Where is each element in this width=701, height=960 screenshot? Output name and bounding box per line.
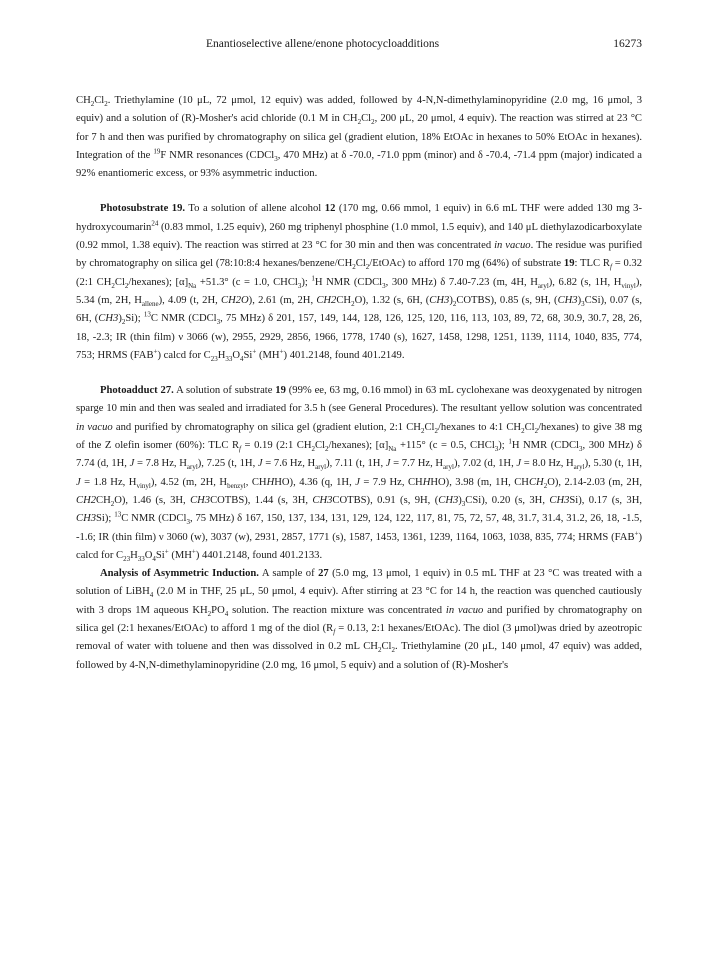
heading-photoadduct-27: Photoadduct 27. xyxy=(100,385,174,397)
paragraph-photoadduct-27: Photoadduct 27. A solution of substrate 19 (99% ee, 63 mg, 0.16 mmol) in 63 mL cyclohexane was deoxygenated by nitrogen sparge 10 min and then was sealed and irradiated for 3.5 h (see General Procedures). The resultant yellow solution was concentrated in vacuo and purified by chromatography on silica gel (gradient elution, 2:1 $CH_2Cl_2$/hexanes to 4:1 $CH_2Cl_2/hexanes$) to give 38 mg of the Z olefin isomer (60%): TLC $R_f = 0.19$ (2:1 $CH_2Cl_2/hexanes$); $[\alpha]_{Na} +115^\circ$ (c = 0.5, CHCl$_3$); $^1$H NMR (CDCl$_3$, 300 MHz) δ 7.74 (d, 1H, J = 7.8 Hz, $H_{aryl}$), 7.25 (t, 1H, J = 7.6 Hz, $H_{aryl}$), 7.11 (t, 1H, J = 7.7 Hz, $H_{aryl}$), 7.02 (d, 1H, J = 8.0 Hz, $H_{aryl}$), 5.30 (t, 1H, J = 1.8 Hz, $H_{vinyl}$), 4.52 (m, 2H, $H_{benzyl}$, CHHHO), 4.36 (q, 1H, J = 7.9 Hz, CHHHO), 3.98 (m, 1H, $CHCH_2O$), 2.14-2.03 (m, 2H, $CH2CH_2O$), 1.46 (s, 3H, CH3COTBS), 1.44 (s, 3H, CH3COTBS), 0.91 (s, 9H, $(CH3)_3CSi$), 0.20 (s, 3H, CH3Si), 0.17 (s, 3H, CH3Si); $^{13}$C NMR (CDCl$_3$, 75 MHz) δ 167, 150, 137, 134, 131, 129, 124, 122, 117, 81, 75, 72, 57, 48, 31.7, 31.4, 31.2, 26, 18, -1.5, -1.6; IR (thin film) ν 3060 (w), 3037 (w), 2931, 2857, 1771 (s), 1587, 1453, 1361, 1239, 1164, 1063, 1038, 835, 774; HRMS (FAB+) calcd for $C_{23}H_{33}O_4Si^+$ (MH+) 4401.2148, found 401.2133. xyxy=(76,385,643,563)
paragraph-asymmetric-induction: Analysis of Asymmetric Induction. A sample of 27 (5.0 mg, 13 μmol, 1 equiv) in 0.5 mL THF at 23 °C was treated with a solution of LiBH$_4$ (2.0 M in THF, 25 μL, 50 μmol, 4 equiv). After stirring at 23 °C for 14 h, the reaction was quenched cautiously with 3 drops 1M aqueous $KH_2PO_4$ solution. The reaction mixture was concentrated in vacuo and purified by chromatography on silica gel (2:1 hexanes/EtOAc) to afford 1 mg of the diol ($R_f = 0.13$, 2:1 hexanes/EtOAc). The diol (3 μmol)was dried by azeotropic removal of water with toluene and then was dissolved in 0.2 mL $CH_2Cl_2$. Triethylamine (20 μL, 140 μmol, 47 equiv) was added, followed by 4-N,N-dimethylaminopyridine (2.0 mg, 16 μmol, 5 equiv) and a solution of (R)-Mosher's xyxy=(76,568,643,671)
page-number: 16273 xyxy=(613,38,642,50)
article-body xyxy=(76,92,642,675)
paragraph-mosher-ester: $CH_2Cl_2$. Triethylamine (10 μL, 72 μmol, 12 equiv) was added, followed by 4-N,N-dimethylaminopyridine (2.0 mg, 16 μmol, 3 equiv) and a solution of (R)-Mosher's acid chloride (0.1 M in $CH_2Cl_2$, 200 μL, 20 μmol, 4 equiv). The reaction was stirred at 23 °C for 7 h and then was purified by chromatography on silica gel (gradient elution, 18% EtOAc in hexanes to 50% EtOAc in hexanes). Integration of the $^{19}$F NMR resonances (CDCl$_3$, 470 MHz) at δ -70.0, -71.0 ppm (minor) and δ -70.4, -71.4 ppm (major) indicated a 92% enantiomeric excess, or 93% asymmetric induction. xyxy=(76,95,642,180)
running-title: Enantioselective allene/enone photocycloadditions xyxy=(206,38,440,50)
running-header xyxy=(76,38,642,54)
heading-photosubstrate-19: Photosubstrate 19. xyxy=(100,203,186,215)
paragraph-photosubstrate-19: Photosubstrate 19. To a solution of allene alcohol 12 (170 mg, 0.66 mmol, 1 equiv) in 6.6 mL THF were added 130 mg 3-hydroxycoumarin$^{24}$ (0.83 mmol, 1.25 equiv), 260 mg triphenyl phosphine (1.0 mmol, 1.5 equiv), and 140 μL diethylazodicarboxylate (0.92 mmol, 1.38 equiv). The reaction was stirred at 23 °C for 30 min and then was concentrated in vacuo. The residue was purified by chromatography on silica gel (78:10:8:4 hexanes/$benzene/CH_2Cl_2/EtOAc$) to afford 170 mg (64%) of substrate 19: TLC $R_f = 0.32$ (2:1 $CH_2Cl_2/hexanes$); $[\alpha]_{Na} +51.3^\circ$ (c = 1.0, CHCl$_3$); $^1$H NMR (CDCl$_3$, 300 MHz) δ 7.40-7.23 (m, 4H, $H_{aryl}$), 6.82 (s, 1H, $H_{vinyl}$), 5.34 (m, 2H, $H_{allene}$), 4.09 (t, 2H, CH2O), 2.61 (m, 2H, $CH2CH_2O$), 1.32 (s, 6H, $(CH3)_2COTBS$), 0.85 (s, 9H, $(CH3)_3CSi$), 0.07 (s, 6H, $(CH3)_2Si$); $^{13}$C NMR (CDCl$_3$, 75 MHz) δ 201, 157, 149, 144, 128, 126, 125, 120, 116, 113, 103, 89, 72, 68, 30.9, 30.7, 28, 26, 18, -2.3; IR (thin film) ν 3066 (w), 2955, 2929, 2856, 1966, 1778, 1740 (s), 1627, 1458, 1298, 1251, 1139, 1114, 1040, 835, 774, 753; HRMS (FAB+) calcd for $C_{23}H_{33}O_4Si^+$ (MH+) 401.2148, found 401.2149. xyxy=(76,203,643,363)
heading-asymmetric-induction: Analysis of Asymmetric Induction. xyxy=(100,568,259,580)
